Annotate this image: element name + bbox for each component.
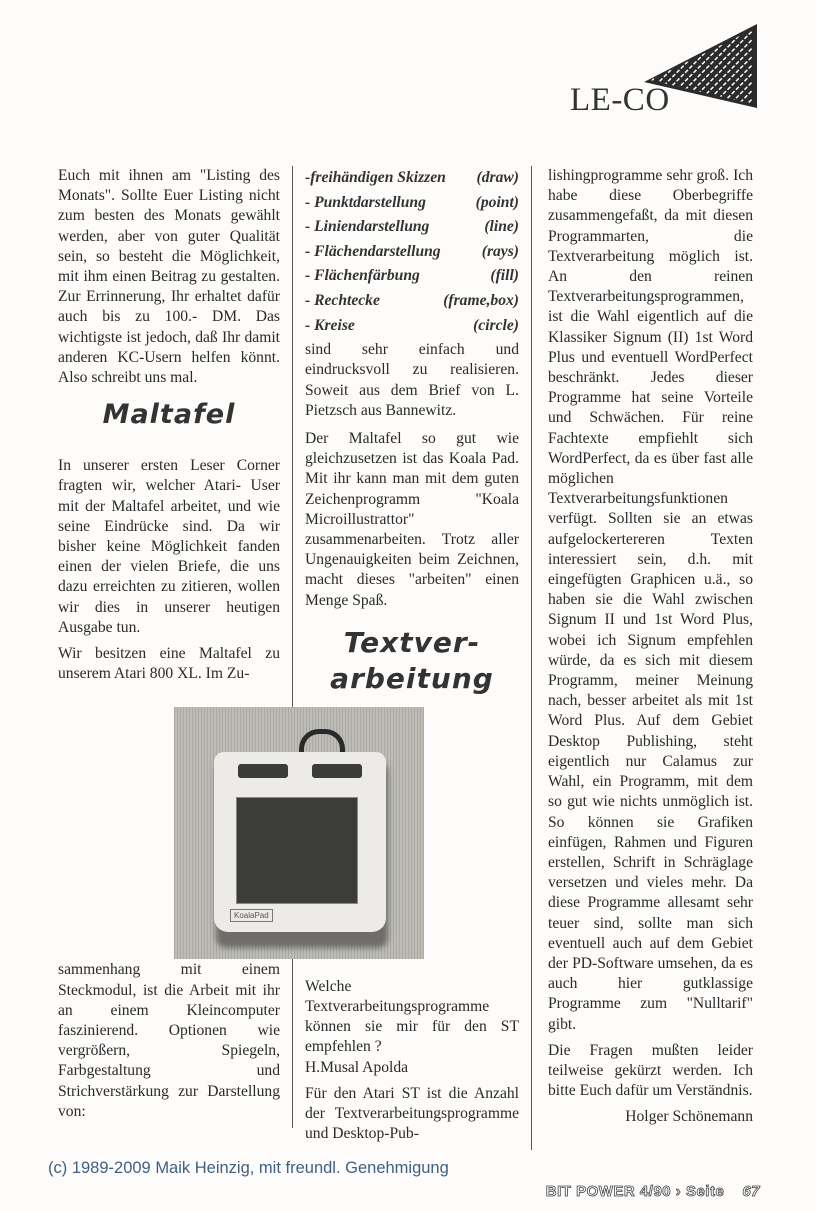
author-signature: Holger Schönemann xyxy=(625,1108,753,1126)
command-name: (frame,box) xyxy=(443,291,519,309)
paragraph: Der Maltafel so gut wie gleichzusetzen ist das Koala Pad. Mit ihr kann man mit dem guten Zeichenprogramm "Koala Microillustrattor" zusammenarbeiten. Trotz aller Ungenauigkeiten beim Zeichnen, macht dieses "arbeiten" einen Menge Spaß. xyxy=(305,429,519,609)
feature-label: - Flächenfärbung xyxy=(305,267,420,285)
paragraph: Die Fragen mußten leider teilweise gekürzt werden. Ich bitte Euch dafür um Verständnis. xyxy=(548,1041,753,1100)
section-logo: LE-CO xyxy=(570,82,670,118)
paragraph: Wir besitzen eine Maltafel zu unserem Atari 800 XL. Im Zu- xyxy=(58,645,280,683)
paragraph: sind sehr einfach und eindrucksvoll zu realisieren. Soweit aus dem Brief von L. Pietzsch aus Bannewitz. xyxy=(305,341,519,419)
heading-line: arbeitung xyxy=(330,661,494,695)
heading-line: Textver- xyxy=(343,625,481,659)
feature-label: -freihändigen Skizzen xyxy=(305,169,446,186)
column-2 xyxy=(234,166,532,1150)
page-footer xyxy=(48,1182,760,1202)
command-name: (line) xyxy=(484,218,519,236)
command-name: (circle) xyxy=(473,316,519,334)
command-list-item xyxy=(305,215,519,240)
feature-label: - Punktdarstellung xyxy=(305,193,426,211)
koala-pad-photo xyxy=(174,707,424,959)
feature-label: - Rechtecke xyxy=(305,291,380,309)
paragraph: Euch mit ihnen am "Listing des Monats". Sollte Euer Listing nicht zum besten des Monats gewählt werden, aber von guter Qualität sein, so besteht die Möglichkeit, mit ihm einen Beitrag zu gestalten. Zur Errinnerung, Ihr erhaltet dafür auch bis zu 100.- DM. Das wichtigste ist jedoch, daß Ihr damit anderen KC-Usern helfen könnt. Also schreibt uns mal. xyxy=(58,167,280,387)
paragraph: lishingprogramme sehr groß. Ich habe diese Oberbegriffe zusammengefaßt, da mit diesen Programmarten, die Textverarbeitung möglich ist. An den reinen Textverarbeitungsprogrammen, ist die Wahl eigentlich auf die Klassiker Signum (II) 1st Word Plus und eventuell WordPerfect beschränkt. Jedes dieser Programme hat seine Vorteile und Schwächen. Für reine Fachtexte empfiehlt sich WordPerfect, da es über fast alle möglichen Textverarbeitungsfunktionen verfügt. Sollten sie an etwas aufgelockertereren Texten interessiert sein, d.h. mit eingefügten Graphicen u.ä., so haben sie die Wahl zwischen Signum II und 1st Word Plus, wobei ich Signum empfehlen würde, da es sich mit diesem Programm, meiner Meinung nach, besser arbeitet als mit 1st Word Plus. Auf dem Gebiet Desktop Publishing, steht eigentlich nur Calamus zur Wahl, ein Programm, mit dem so gut wie nichts unmöglich ist. So können sie Grafiken einfügen, Rahmen und Figuren erstellen, Schrift in Schräglage versetzen und vieles mehr. Da diese Programme allesamt sehr teuer sind, sollte man sich eventuell auch auf dem Gebiet der PD-Software umsehen, da es auch hier gutklassige Programme zum "Nulltarif" gibt. xyxy=(548,167,753,1033)
command-list-item xyxy=(305,191,519,216)
heading-maltafel: Maltafel xyxy=(102,399,236,431)
pad-button-right xyxy=(312,764,362,778)
paragraph: Für den Atari ST ist die Anzahl der Textverarbeitungsprogramme und Desktop-Pub- xyxy=(305,1084,519,1143)
command-list-item xyxy=(305,166,519,191)
pad-touch-surface xyxy=(236,797,358,904)
column-1 xyxy=(58,166,293,1128)
command-name: (draw) xyxy=(476,169,519,186)
question-text: Welche Textverarbeitungsprogramme können sie mir für den ST empfehlen ? xyxy=(305,977,519,1056)
page-number: 67 xyxy=(742,1183,760,1200)
command-list-item xyxy=(305,314,519,339)
question-author: H.Musal Apolda xyxy=(305,1058,409,1076)
column-3 xyxy=(532,166,753,1128)
pad-body xyxy=(214,752,386,932)
command-list-item xyxy=(305,240,519,265)
command-list-item xyxy=(305,289,519,314)
command-name: (fill) xyxy=(490,267,519,285)
reader-question xyxy=(305,977,519,1078)
command-name: (rays) xyxy=(481,242,519,260)
command-list-item xyxy=(305,264,519,289)
command-list xyxy=(305,166,519,338)
command-name: (point) xyxy=(475,193,519,211)
copyright-notice: (c) 1989-2009 Maik Heinzig, mit freundl. Genehmigung xyxy=(48,1159,449,1177)
feature-label: - Kreise xyxy=(305,316,355,334)
pad-label: KoalaPad xyxy=(230,909,273,922)
paragraph: In unserer ersten Leser Corner fragten wir, welcher Atari- User mit der Maltafel arbeitet, und wie seine Eindrücke sind. Da wir bisher keine Möglichkeit fanden einen der vielen Briefe, die uns dazu erreichten zu zitieren, wollen wir dies in unserer heutigen Ausgabe tun. xyxy=(58,457,280,636)
article-columns xyxy=(58,166,759,1150)
feature-label: - Flächendarstellung xyxy=(305,242,441,260)
heading-textverarbeitung xyxy=(305,625,519,697)
pad-button-left xyxy=(238,764,288,778)
paragraph: sammenhang mit einem Steckmodul, ist die Arbeit mit ihr an einem Kleincomputer faszinierend. Optionen wie vergrößern, Spiegeln, Farbgestaltung und Strichverstärkung zur Darstellung von: xyxy=(58,961,280,1120)
bottom-bar xyxy=(48,1158,760,1202)
magazine-issue: BIT POWER 4/90 › Seite xyxy=(545,1183,725,1200)
photo-slot xyxy=(234,707,519,969)
feature-label: - Liniendarstellung xyxy=(305,218,430,236)
